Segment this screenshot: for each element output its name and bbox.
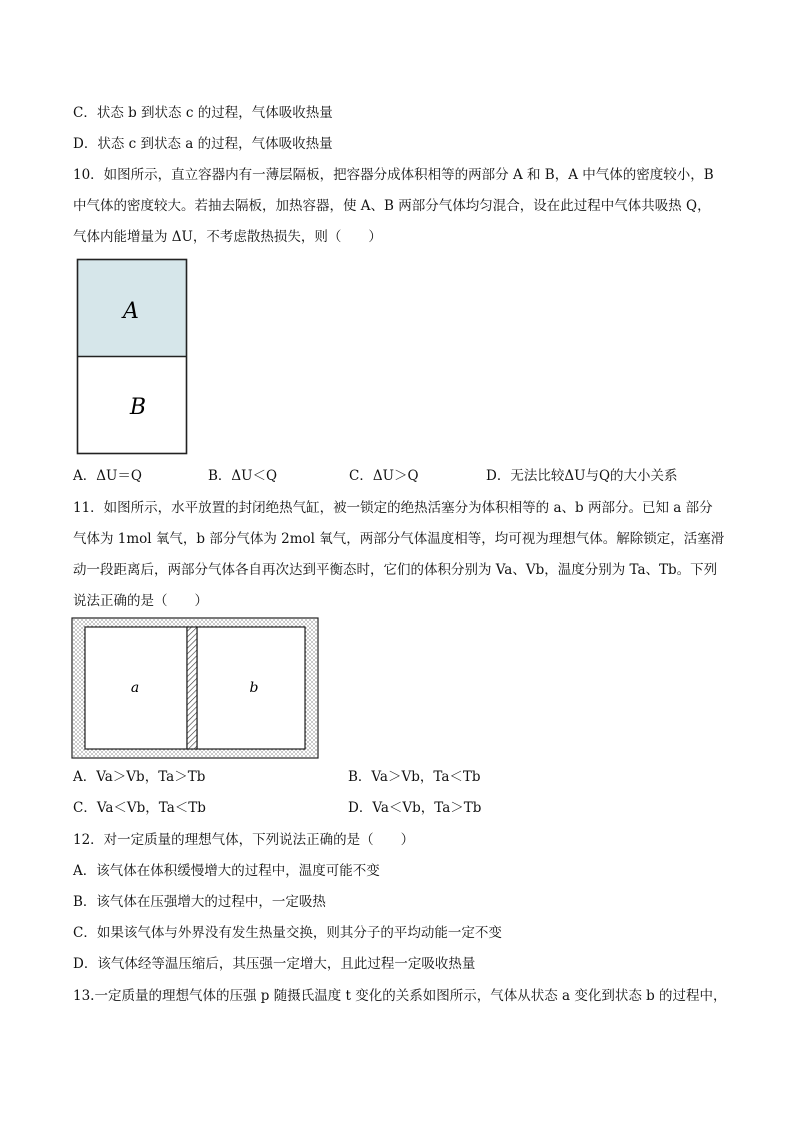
q12-stem: 12．对一定质量的理想气体，下列说法正确的是（ ） <box>73 832 415 848</box>
q11-option-c: C．Va＜Vb，Ta＜Tb <box>73 800 206 816</box>
q10-stem-line3: 气体内能增量为 ΔU，不考虑散热损失，则（ ） <box>73 229 382 245</box>
q11-label-b: b <box>249 680 259 696</box>
q12-option-d: D．该气体经等温压缩后，其压强一定增大，且此过程一定吸收热量 <box>73 956 476 972</box>
q9-option-d: D．状态 c 到状态 a 的过程，气体吸收热量 <box>73 136 333 152</box>
q11-stem-line2: 气体为 1mol 氧气，b 部分气体为 2mol 氧气，两部分气体温度相等，均可视为理想气体。解除锁定，活塞滑 <box>73 531 725 547</box>
q13-stem-line1: 13.一定质量的理想气体的压强 p 随摄氏温度 t 变化的关系如图所示，气体从状态 a 变化到状态 b 的过程中， <box>73 988 727 1004</box>
q10-option-a: A．ΔU＝Q <box>73 468 142 484</box>
q11-option-a: A．Va＞Vb，Ta＞Tb <box>73 769 206 785</box>
q10-option-b: B．ΔU＜Q <box>208 468 278 484</box>
q11-option-d: D．Va＜Vb，Ta＞Tb <box>348 800 482 816</box>
q10-option-d: D．无法比较ΔU与Q的大小关系 <box>486 468 678 484</box>
q11-stem-line4: 说法正确的是（ ） <box>73 593 208 609</box>
q10-stem-line2: 中气体的密度较大。若抽去隔板，加热容器，使 A、B 两部分气体均匀混合，设在此过程中气体共吸热 Q， <box>73 198 711 214</box>
q12-option-a: A．该气体在体积缓慢增大的过程中，温度可能不变 <box>73 863 380 879</box>
q9-option-c: C．状态 b 到状态 c 的过程，气体吸收热量 <box>73 105 333 121</box>
q11-option-b: B．Va＞Vb，Ta＜Tb <box>348 769 481 785</box>
q10-label-b: B <box>129 395 147 420</box>
q12-option-c: C．如果该气体与外界没有发生热量交换，则其分子的平均动能一定不变 <box>73 925 502 941</box>
q11-label-a: a <box>130 680 140 696</box>
q11-stem-line1: 11．如图所示，水平放置的封闭绝热气缸，被一锁定的绝热活塞分为体积相等的 a、b 两部分。已知 a 部分 <box>73 500 713 516</box>
q10-label-a: A <box>123 299 139 324</box>
q11-piston <box>187 627 197 749</box>
q11-stem-line3: 动一段距离后，两部分气体各自再次达到平衡态时，它们的体积分别为 Va、Vb，温度分别为 Ta、Tb。下列 <box>73 562 718 578</box>
q11-cylinder-figure <box>71 617 321 760</box>
q10-container-figure <box>76 258 190 456</box>
q10-stem-line1: 10．如图所示，直立容器内有一薄层隔板，把容器分成体积相等的两部分 A 和 B，A 中气体的密度较小，B <box>73 167 714 183</box>
q12-option-b: B．该气体在压强增大的过程中，一定吸热 <box>73 894 326 910</box>
q10-option-c: C．ΔU＞Q <box>349 468 419 484</box>
